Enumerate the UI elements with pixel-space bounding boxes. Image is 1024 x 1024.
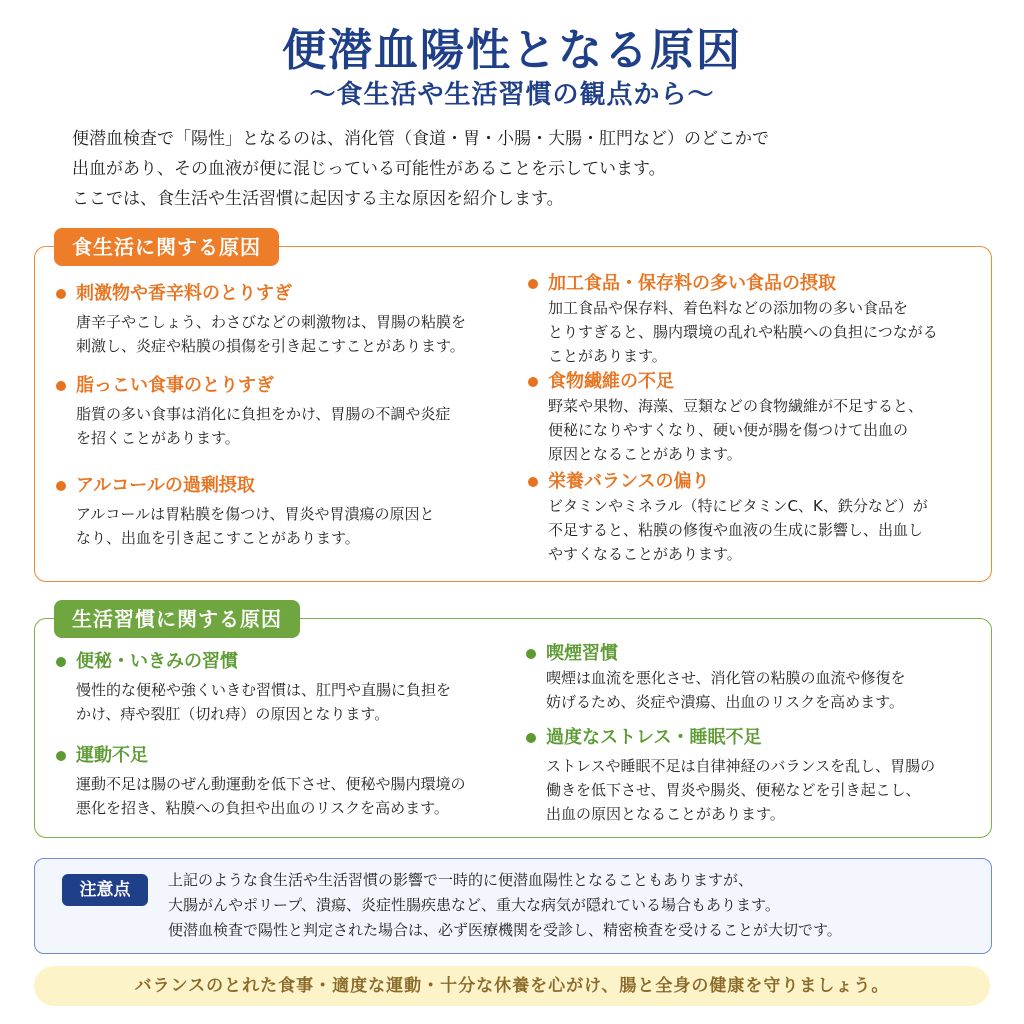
bullet-dot-icon — [526, 649, 536, 659]
item-line: 喫煙は血流を悪化させ、消化管の粘膜の血流や修復を — [546, 669, 906, 687]
item-title: 刺激物や香辛料のとりすぎ — [76, 283, 292, 304]
footer-message: バランスのとれた食事・適度な運動・十分な休養を心がけ、腸と全身の健康を守りましょう。 — [34, 966, 990, 1006]
caution-line: 大腸がんやポリープ、潰瘍、炎症性腸疾患など、重大な病気が隠れている場合もあります。 — [168, 896, 780, 914]
lifestyle-item — [526, 642, 906, 714]
bullet-dot-icon — [56, 481, 66, 491]
page-title: 便潜血陽性となる原因 — [282, 25, 742, 76]
item-line: 加工食品や保存料、着色料などの添加物の多い食品を — [548, 299, 909, 317]
item-title: 加工食品・保存料の多い食品の摂取 — [548, 273, 836, 294]
item-line: 刺激し、炎症や粘膜の損傷を引き起こすことがあります。 — [76, 337, 465, 355]
bullet-dot-icon — [56, 751, 66, 761]
item-title: アルコールの過剰摂取 — [76, 475, 255, 496]
item-line: を招くことがあります。 — [76, 429, 240, 447]
item-line: 野菜や果物、海藻、豆類などの食物繊維が不足すると、 — [548, 397, 924, 415]
intro-line: 便潜血検査で「陽性」となるのは、消化管（食道・胃・小腸・大腸・肛門など）のどこかで — [72, 129, 769, 149]
diet-item — [528, 370, 923, 466]
item-title: 喫煙習慣 — [546, 643, 618, 664]
bullet-dot-icon — [528, 279, 538, 289]
item-line: 原因となることがあります。 — [548, 445, 742, 463]
caution-label: 注意点 — [62, 874, 148, 906]
item-title: 便秘・いきみの習慣 — [76, 651, 238, 672]
item-line: 便秘になりやすくなり、硬い便が腸を傷つけて出血の — [548, 421, 909, 439]
item-title: 過度なストレス・睡眠不足 — [546, 727, 762, 748]
item-line: ことがあります。 — [548, 347, 667, 365]
item-title: 食物繊維の不足 — [548, 371, 674, 392]
diet-item — [56, 282, 466, 358]
item-line: 不足すると、粘膜の修復や血液の生成に影響し、出血し — [548, 521, 924, 539]
item-line: 悪化を招き、粘膜への負担や出血のリスクを高めます。 — [76, 799, 449, 817]
lifestyle-section-heading: 生活習慣に関する原因 — [54, 600, 300, 638]
item-line: やすくなることがあります。 — [548, 545, 742, 563]
item-line: 働きを低下させ、胃炎や腸炎、便秘などを引き起こし、 — [546, 781, 921, 799]
item-line: 運動不足は腸のぜん動運動を低下させ、便秘や腸内環境の — [76, 775, 466, 793]
intro-text — [72, 124, 972, 214]
diet-item — [528, 272, 938, 368]
caution-line: 便潜血検査で陽性と判定された場合は、必ず医療機関を受診し、精密検査を受けることが大切です。 — [168, 921, 842, 939]
item-line: 唐辛子やこしょう、わさびなどの刺激物は、胃腸の粘膜を — [76, 313, 467, 331]
item-line: アルコールは胃粘膜を傷つけ、胃炎や胃潰瘍の原因と — [76, 505, 435, 523]
bullet-dot-icon — [528, 477, 538, 487]
item-line: なり、出血を引き起こすことがあります。 — [76, 529, 360, 547]
item-line: ストレスや睡眠不足は自律神経のバランスを乱し、胃腸の — [546, 757, 936, 775]
item-line: 慢性的な便秘や強くいきむ習慣は、肛門や直腸に負担を — [76, 681, 452, 699]
item-line: ビタミンやミネラル（特にビタミンC、K、鉄分など）が — [548, 497, 928, 515]
diet-item — [528, 470, 928, 566]
bullet-dot-icon — [528, 377, 538, 387]
item-title: 栄養バランスの偏り — [548, 471, 710, 492]
item-line: かけ、痔や裂肛（切れ痔）の原因となります。 — [76, 705, 390, 723]
lifestyle-item — [56, 744, 466, 820]
item-line: 脂質の多い食事は消化に負担をかけ、胃腸の不調や炎症 — [76, 405, 451, 423]
caution-line: 上記のような食生活や生活習慣の影響で一時的に便潜血陽性となることもありますが、 — [168, 871, 754, 889]
bullet-dot-icon — [56, 657, 66, 667]
item-line: とりすぎると、腸内環境の乱れや粘膜への負担につながる — [548, 323, 938, 341]
item-title: 運動不足 — [76, 745, 148, 766]
item-line: 妨げるため、炎症や潰瘍、出血のリスクを高めます。 — [546, 693, 904, 711]
lifestyle-item — [526, 726, 935, 826]
diet-item — [56, 474, 435, 550]
bullet-dot-icon — [526, 733, 536, 743]
intro-line: ここでは、食生活や生活習慣に起因する主な原因を紹介します。 — [72, 189, 564, 209]
item-line: 出血の原因となることがあります。 — [546, 805, 785, 823]
bullet-dot-icon — [56, 289, 66, 299]
caution-text — [168, 868, 968, 943]
bullet-dot-icon — [56, 381, 66, 391]
item-title: 脂っこい食事のとりすぎ — [76, 375, 274, 396]
diet-item — [56, 374, 450, 450]
page-subtitle: ～食生活や生活習慣の観点から～ — [309, 80, 715, 110]
diet-section-heading: 食生活に関する原因 — [54, 228, 279, 266]
intro-line: 出血があり、その血液が便に混じっている可能性があることを示しています。 — [72, 159, 666, 179]
lifestyle-item — [56, 650, 451, 726]
